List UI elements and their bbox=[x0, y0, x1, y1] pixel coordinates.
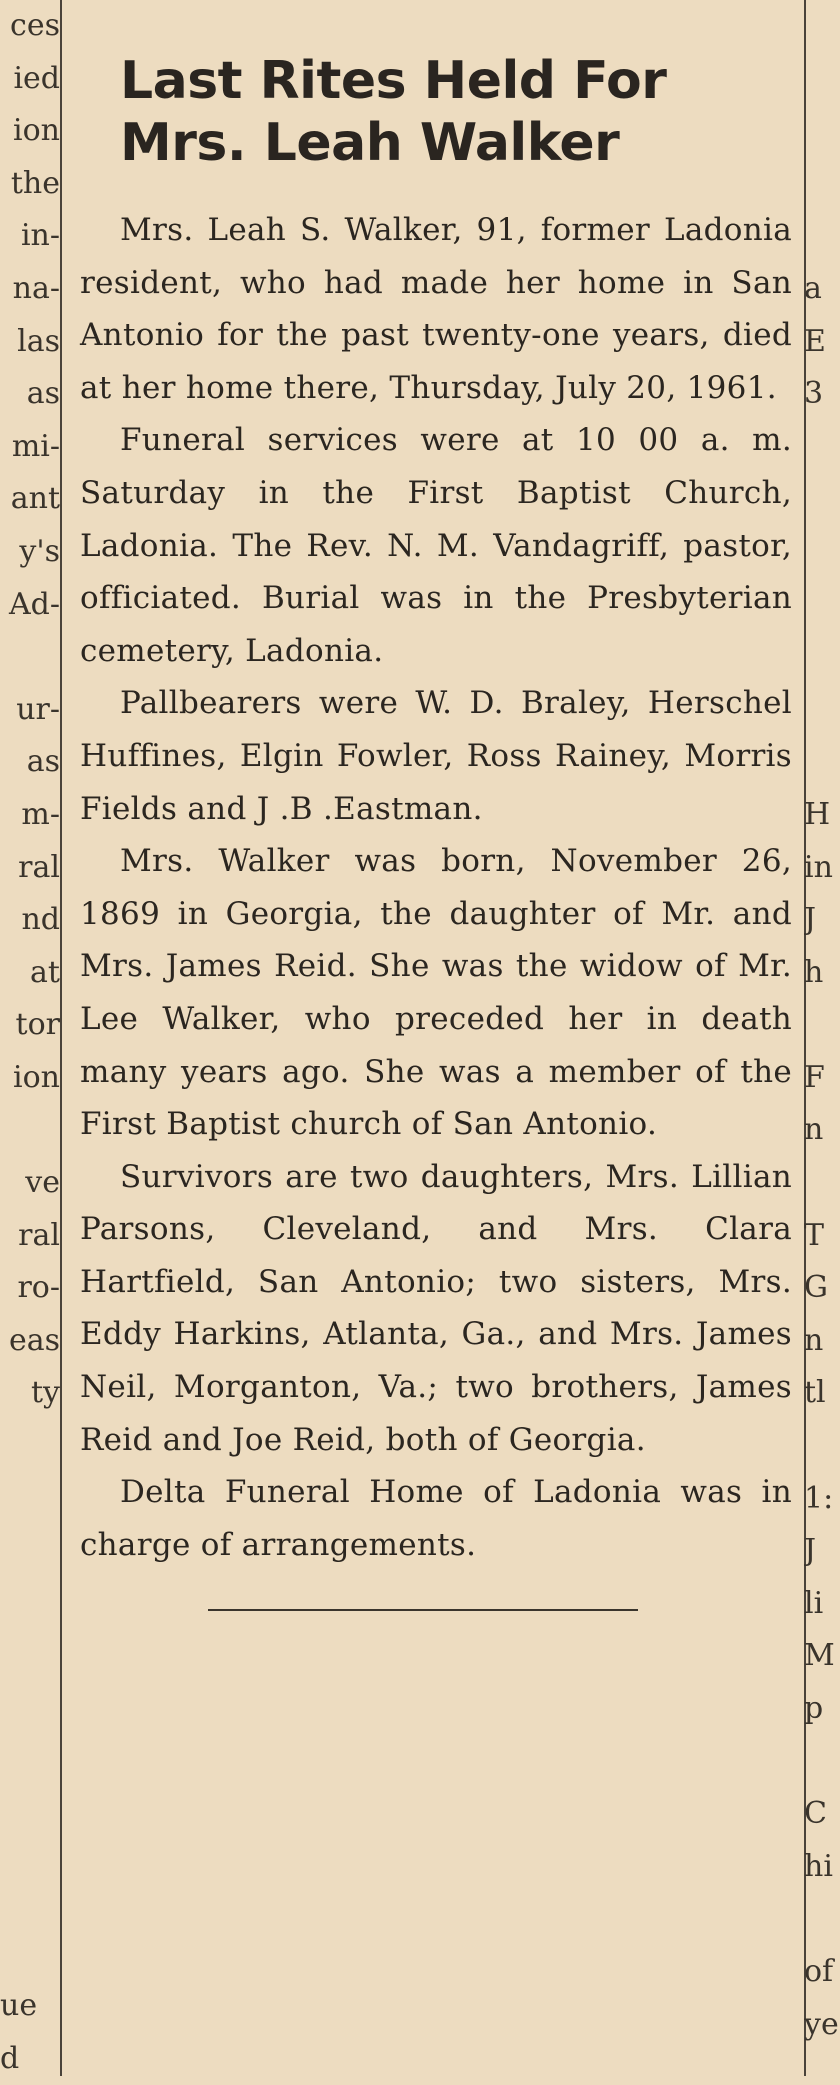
fragment-line: ion bbox=[13, 113, 60, 149]
fragment-line: J bbox=[804, 902, 817, 938]
left-column-fragment bbox=[0, 0, 60, 1420]
fragment-line: ces bbox=[10, 8, 60, 43]
headline-line-2: Mrs. Leah Walker bbox=[120, 113, 620, 173]
fragment-line: G bbox=[804, 1270, 828, 1306]
fragment-line: H bbox=[804, 796, 831, 832]
fragment-line: 1: bbox=[804, 1480, 834, 1516]
fragment-line: m- bbox=[21, 796, 60, 832]
fragment-line: na- bbox=[12, 270, 60, 306]
fragment-line bbox=[804, 421, 840, 474]
fragment-line: p bbox=[804, 1691, 824, 1726]
paragraph-funeral-services: Funeral services were at 10 00 a. m. Saturday in the First Baptist Church, Ladonia. The Rev. N. M. Vandagriff, pastor, officiated. Burial was in the Presbyterian cemetery, Ladonia. bbox=[80, 422, 792, 669]
fragment-line: the bbox=[10, 165, 60, 201]
fragment-line bbox=[804, 1157, 840, 1210]
fragment-line bbox=[804, 579, 840, 632]
paragraph-survivors: Survivors are two daughters, Mrs. Lillian Parsons, Cleveland, and Mrs. Clara Hartfield, San Antonio; two sisters, Mrs. Eddy Harkins, Atlanta, Ga., and Mrs. James Neil, Morganton, Va.; two brothers, James Reid and Joe Reid, both of Georgia. bbox=[80, 1158, 792, 1458]
paragraph-biography: Mrs. Walker was born, November 26, 1869 in Georgia, the daughter of Mr. and Mrs. James Reid. She was the widow of Mr. Lee Walker, who preceded her in death many years ago. She was a member of the First Baptist church of San Antonio. bbox=[80, 843, 792, 1143]
fragment-line: hi bbox=[804, 1848, 833, 1884]
headline bbox=[120, 50, 792, 174]
fragment-line bbox=[804, 473, 840, 526]
paragraph-arrangements: Delta Funeral Home of Ladonia was in charge of arrangements. bbox=[80, 1474, 792, 1563]
fragment-line: E bbox=[804, 323, 826, 359]
fragment-line bbox=[804, 53, 840, 106]
fragment-line bbox=[804, 105, 840, 158]
article-body bbox=[80, 204, 792, 1571]
fragment-line: M bbox=[804, 1638, 835, 1674]
fragment-line: mi- bbox=[11, 428, 60, 464]
left-column-bottom-fragment bbox=[0, 1980, 60, 2085]
paragraph-pallbearers: Pallbearers were W. D. Braley, Herschel Huffines, Elgin Fowler, Ross Rainey, Morris Fields and J .B .Eastman. bbox=[80, 685, 792, 827]
fragment-line: T bbox=[804, 1217, 825, 1253]
fragment-line: 3 bbox=[804, 376, 824, 412]
fragment-line: as bbox=[26, 376, 60, 412]
fragment-line: as bbox=[26, 744, 60, 780]
paragraph-death-notice: Mrs. Leah S. Walker, 91, former Ladonia resident, who had made her home in San Antonio for the past twenty-one years, died at her home there, Thursday, July 20, 1961. bbox=[80, 212, 792, 406]
fragment-line: ue bbox=[0, 1988, 38, 2023]
fragment-line: ve bbox=[25, 1165, 60, 1201]
fragment-line: las bbox=[17, 323, 60, 359]
fragment-line: n bbox=[804, 1322, 824, 1358]
fragment-line bbox=[804, 526, 840, 579]
fragment-line: at bbox=[30, 954, 60, 990]
fragment-line bbox=[804, 736, 840, 789]
fragment-line bbox=[0, 631, 60, 684]
fragment-line: J bbox=[804, 1533, 817, 1569]
fragment-line: n bbox=[804, 1112, 824, 1148]
fragment-line: in bbox=[804, 849, 833, 885]
fragment-line bbox=[804, 0, 840, 53]
fragment-line: a bbox=[804, 270, 822, 306]
fragment-line: ant bbox=[10, 481, 60, 517]
fragment-line: ty bbox=[30, 1375, 60, 1411]
fragment-line: ur- bbox=[16, 691, 60, 727]
fragment-line: F bbox=[804, 1059, 825, 1095]
fragment-line bbox=[804, 1736, 840, 1789]
fragment-line bbox=[804, 210, 840, 263]
fragment-line bbox=[804, 1420, 840, 1473]
fragment-line: ied bbox=[13, 60, 60, 96]
fragment-line: ro- bbox=[17, 1270, 60, 1306]
fragment-line: ion bbox=[13, 1059, 60, 1095]
fragment-line bbox=[804, 684, 840, 737]
end-rule bbox=[208, 1609, 638, 1611]
column-rule-left bbox=[60, 0, 62, 2076]
headline-line-1: Last Rites Held For bbox=[120, 51, 667, 111]
fragment-line: eas bbox=[8, 1322, 60, 1358]
fragment-line: ye bbox=[804, 2006, 839, 2042]
fragment-line: tor bbox=[15, 1007, 60, 1043]
fragment-line bbox=[804, 158, 840, 211]
fragment-line bbox=[804, 1893, 840, 1946]
fragment-line bbox=[804, 631, 840, 684]
fragment-line: li bbox=[804, 1585, 824, 1621]
fragment-line bbox=[804, 999, 840, 1052]
fragment-line: in- bbox=[20, 218, 60, 254]
right-column-fragment bbox=[804, 0, 840, 2051]
fragment-line: of bbox=[804, 1953, 834, 1989]
fragment-line: ral bbox=[18, 849, 60, 885]
fragment-line bbox=[0, 1104, 60, 1157]
fragment-line: d bbox=[0, 2040, 20, 2076]
fragment-line: C bbox=[804, 1796, 827, 1832]
fragment-line: ral bbox=[18, 1217, 60, 1253]
obituary-article bbox=[80, 40, 792, 1611]
fragment-line: h bbox=[804, 954, 824, 990]
fragment-line: tl bbox=[804, 1375, 826, 1411]
fragment-line: y's bbox=[19, 533, 60, 569]
fragment-line: Ad- bbox=[8, 586, 60, 622]
fragment-line: nd bbox=[21, 902, 60, 938]
